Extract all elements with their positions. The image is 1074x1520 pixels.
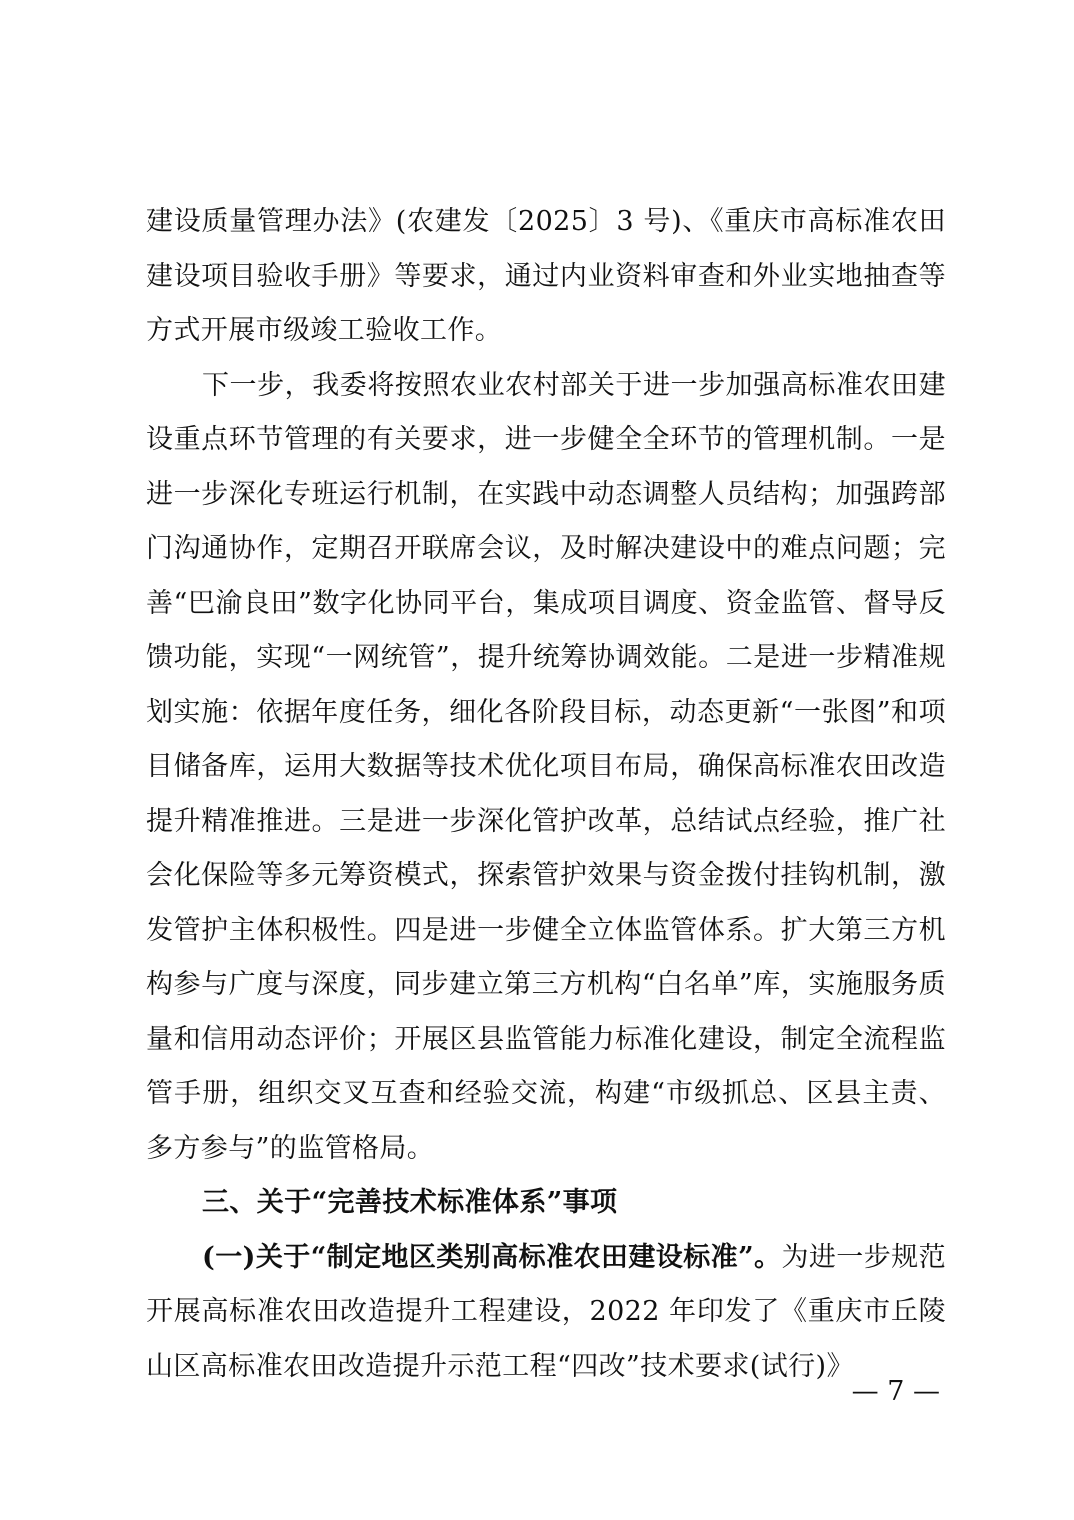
subsection-text: 为进一步规范开展高标准农田改造提升工程建设，2022 年印发了《重庆市丘陵山区高标准农田改造提升示范工程“四改”技术要求(试行)》	[146, 1241, 946, 1382]
section-heading: 三、关于“完善技术标准体系”事项	[202, 1187, 618, 1218]
body-text	[146, 195, 946, 1394]
subsection-paragraph	[146, 1231, 946, 1395]
paragraph-next-steps: 下一步，我委将按照农业农村部关于进一步加强高标准农田建设重点环节管理的有关要求，进一步健全全环节的管理机制。一是进一步深化专班运行机制，在实践中动态调整人员结构；加强跨部门沟通协作，定期召开联席会议，及时解决建设中的难点问题；完善“巴渝良田”数字化协同平台，集成项目调度、资金监管、督导反馈功能，实现“一网统管”，提升统筹协调效能。二是进一步精准规划实施：依据年度任务，细化各阶段目标，动态更新“一张图”和项目储备库，运用大数据等技术优化项目布局，确保高标准农田改造提升精准推进。三是进一步深化管护改革，总结试点经验，推广社会化保险等多元筹资模式，探索管护效果与资金拨付挂钩机制，激发管护主体积极性。四是进一步健全立体监管体系。扩大第三方机构参与广度与深度，同步建立第三方机构“白名单”库，实施服务质量和信用动态评价；开展区县监管能力标准化建设，制定全流程监管手册，组织交叉互查和经验交流，构建“市级抓总、区县主责、多方参与”的监管格局。	[146, 369, 946, 1164]
paragraph-continuation: 建设质量管理办法》(农建发〔2025〕3 号)、《重庆市高标准农田建设项目验收手册》等要求，通过内业资料审查和外业实地抽查等方式开展市级竣工验收工作。	[146, 206, 946, 346]
subsection-heading: (一)关于“制定地区类别高标准农田建设标准”。	[202, 1241, 782, 1273]
page-number: — 7 —	[851, 1376, 940, 1407]
